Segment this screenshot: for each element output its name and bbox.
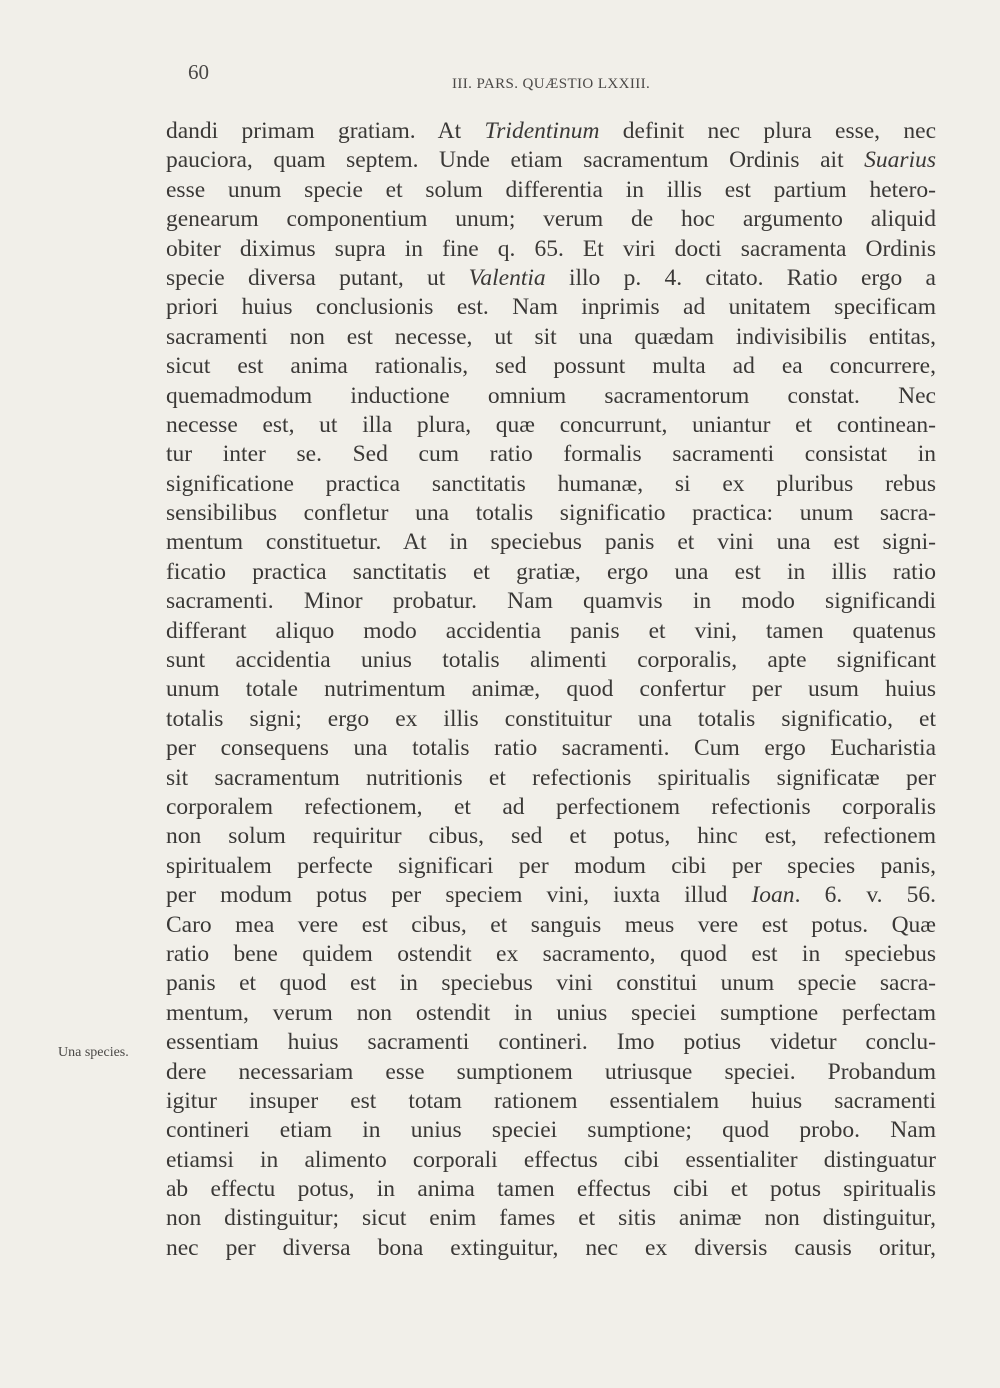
text-segment: dandi primam gratiam. At (166, 118, 485, 144)
text-line (166, 969, 936, 998)
text-segment: mentum constituetur. At in speciebus panis et vini una est signi- (166, 529, 936, 556)
text-segment: sensibilibus confletur una totalis significatio practica: unum sacra- (166, 500, 936, 527)
text-segment: ab effectu potus, in anima tamen effectus cibi et potus spiritualis (166, 1176, 936, 1203)
text-segment: sacramenti non est necesse, ut sit una quædam indivisibilis entitas, (166, 323, 936, 350)
text-line (166, 1028, 936, 1057)
margin-note: Una species. (58, 1045, 129, 1060)
text-line (166, 764, 936, 793)
text-segment: illo p. 4. citato. Ratio ergo a (545, 264, 936, 291)
text-segment: Caro mea vere est cibus, et sanguis meus vere est potus. Quæ (166, 911, 936, 938)
body-text (166, 117, 936, 1263)
text-line (166, 382, 936, 411)
text-segment: panis et quod est in speciebus vini constitui unum specie sacra- (166, 970, 936, 997)
text-segment: per modum potus per speciem vini, iuxta illud (166, 882, 752, 909)
text-segment: non distinguitur; sicut enim fames et sitis animæ non distinguitur, (166, 1205, 936, 1232)
text-segment: pauciora, quam septem. Unde etiam sacramentum Ordinis ait (166, 147, 865, 174)
text-line (166, 117, 936, 146)
text-line (166, 705, 936, 734)
text-line (166, 1087, 936, 1116)
text-segment: specie diversa putant, ut (166, 264, 469, 291)
text-line (166, 940, 936, 969)
text-line (166, 146, 936, 175)
text-segment: sit sacramentum nutritionis et refectionis spiritualis significatæ per (166, 764, 936, 791)
italic-text: Suarius (864, 147, 936, 174)
text-line (166, 558, 936, 587)
text-line (166, 470, 936, 499)
text-line (166, 352, 936, 381)
text-segment: etiamsi in alimento corporali effectus cibi essentialiter distinguatur (166, 1146, 936, 1173)
text-line (166, 1146, 936, 1175)
text-line (166, 999, 936, 1028)
text-segment: spiritualem perfecte significari per modum cibi per species panis, (166, 852, 936, 879)
text-line (166, 617, 936, 646)
text-line (166, 499, 936, 528)
text-line (166, 734, 936, 763)
text-segment: non solum requiritur cibus, sed et potus, hinc est, refectionem (166, 823, 936, 850)
text-line (166, 323, 936, 352)
text-segment: ratio bene quidem ostendit ex sacramento, quod est in speciebus (166, 940, 936, 967)
text-segment: unum totale nutrimentum animæ, quod confertur per usum huius (166, 676, 936, 703)
text-line (166, 411, 936, 440)
text-segment: ficatio practica sanctitatis et gratiæ, ergo una est in illis ratio (166, 558, 936, 585)
text-segment: sunt accidentia unius totalis alimenti corporalis, apte significant (166, 647, 936, 674)
text-segment: significatione practica sanctitatis humanæ, si ex pluribus rebus (166, 470, 936, 497)
text-line (166, 646, 936, 675)
text-line (166, 205, 936, 234)
text-line (166, 235, 936, 264)
text-segment: totalis signi; ergo ex illis constituitur una totalis significatio, et (166, 705, 936, 732)
text-segment: priori huius conclusionis est. Nam inprimis ad unitatem specificam (166, 294, 936, 321)
text-segment: nec per diversa bona extinguitur, nec ex diversis causis oritur, (166, 1234, 936, 1261)
text-segment: corporalem refectionem, et ad perfectionem refectionis corporalis (166, 793, 936, 820)
text-segment: genearum componentium unum; verum de hoc argumento aliquid (166, 206, 936, 233)
text-line (166, 911, 936, 940)
text-segment: obiter diximus supra in fine q. 65. Et viri docti sacramenta Ordinis (166, 235, 936, 262)
text-line (166, 587, 936, 616)
text-line (166, 852, 936, 881)
text-segment: necesse est, ut illa plura, quæ concurrunt, uniantur et continean- (166, 411, 936, 438)
italic-text: Valentia (468, 264, 546, 291)
text-line (166, 1204, 936, 1233)
text-segment: igitur insuper est totam rationem essentialem huius sacramenti (166, 1087, 936, 1114)
text-segment: quemadmodum inductione omnium sacramentorum constat. Nec (166, 382, 936, 409)
text-segment: sicut est anima rationalis, sed possunt multa ad ea concurrere, (166, 353, 936, 380)
text-line (166, 793, 936, 822)
text-line (166, 440, 936, 469)
text-line (166, 293, 936, 322)
text-segment: definit nec plura esse, nec (599, 118, 936, 144)
italic-text: Ioan (751, 882, 795, 909)
text-line (166, 528, 936, 557)
text-segment: mentum, verum non ostendit in unius speciei sumptione perfectam (166, 999, 936, 1026)
italic-text: Tridentinum (484, 118, 600, 144)
text-line (166, 1058, 936, 1087)
text-line (166, 675, 936, 704)
running-head: III. PARS. QUÆSTIO LXXIII. (452, 76, 651, 92)
text-segment: differant aliquo modo accidentia panis et vini, tamen quatenus (166, 617, 936, 644)
text-line (166, 822, 936, 851)
text-line (166, 1234, 936, 1263)
text-line (166, 264, 936, 293)
text-segment: essentiam huius sacramenti contineri. Imo potius videtur conclu- (166, 1029, 936, 1056)
text-segment: dere necessariam esse sumptionem utriusque speciei. Probandum (166, 1058, 936, 1085)
text-line (166, 176, 936, 205)
text-line (166, 1116, 936, 1145)
text-segment: sacramenti. Minor probatur. Nam quamvis in modo significandi (166, 588, 936, 615)
text-segment: tur inter se. Sed cum ratio formalis sacramenti consistat in (166, 441, 936, 468)
text-segment: per consequens una totalis ratio sacramenti. Cum ergo Eucharistia (166, 735, 936, 762)
text-line (166, 1175, 936, 1204)
text-line (166, 881, 936, 910)
text-segment: . 6. v. 56. (794, 882, 936, 909)
text-segment: contineri etiam in unius speciei sumptione; quod probo. Nam (166, 1117, 936, 1144)
page-number: 60 (188, 60, 209, 84)
text-segment: esse unum specie et solum differentia in illis est partium hetero- (166, 176, 936, 203)
